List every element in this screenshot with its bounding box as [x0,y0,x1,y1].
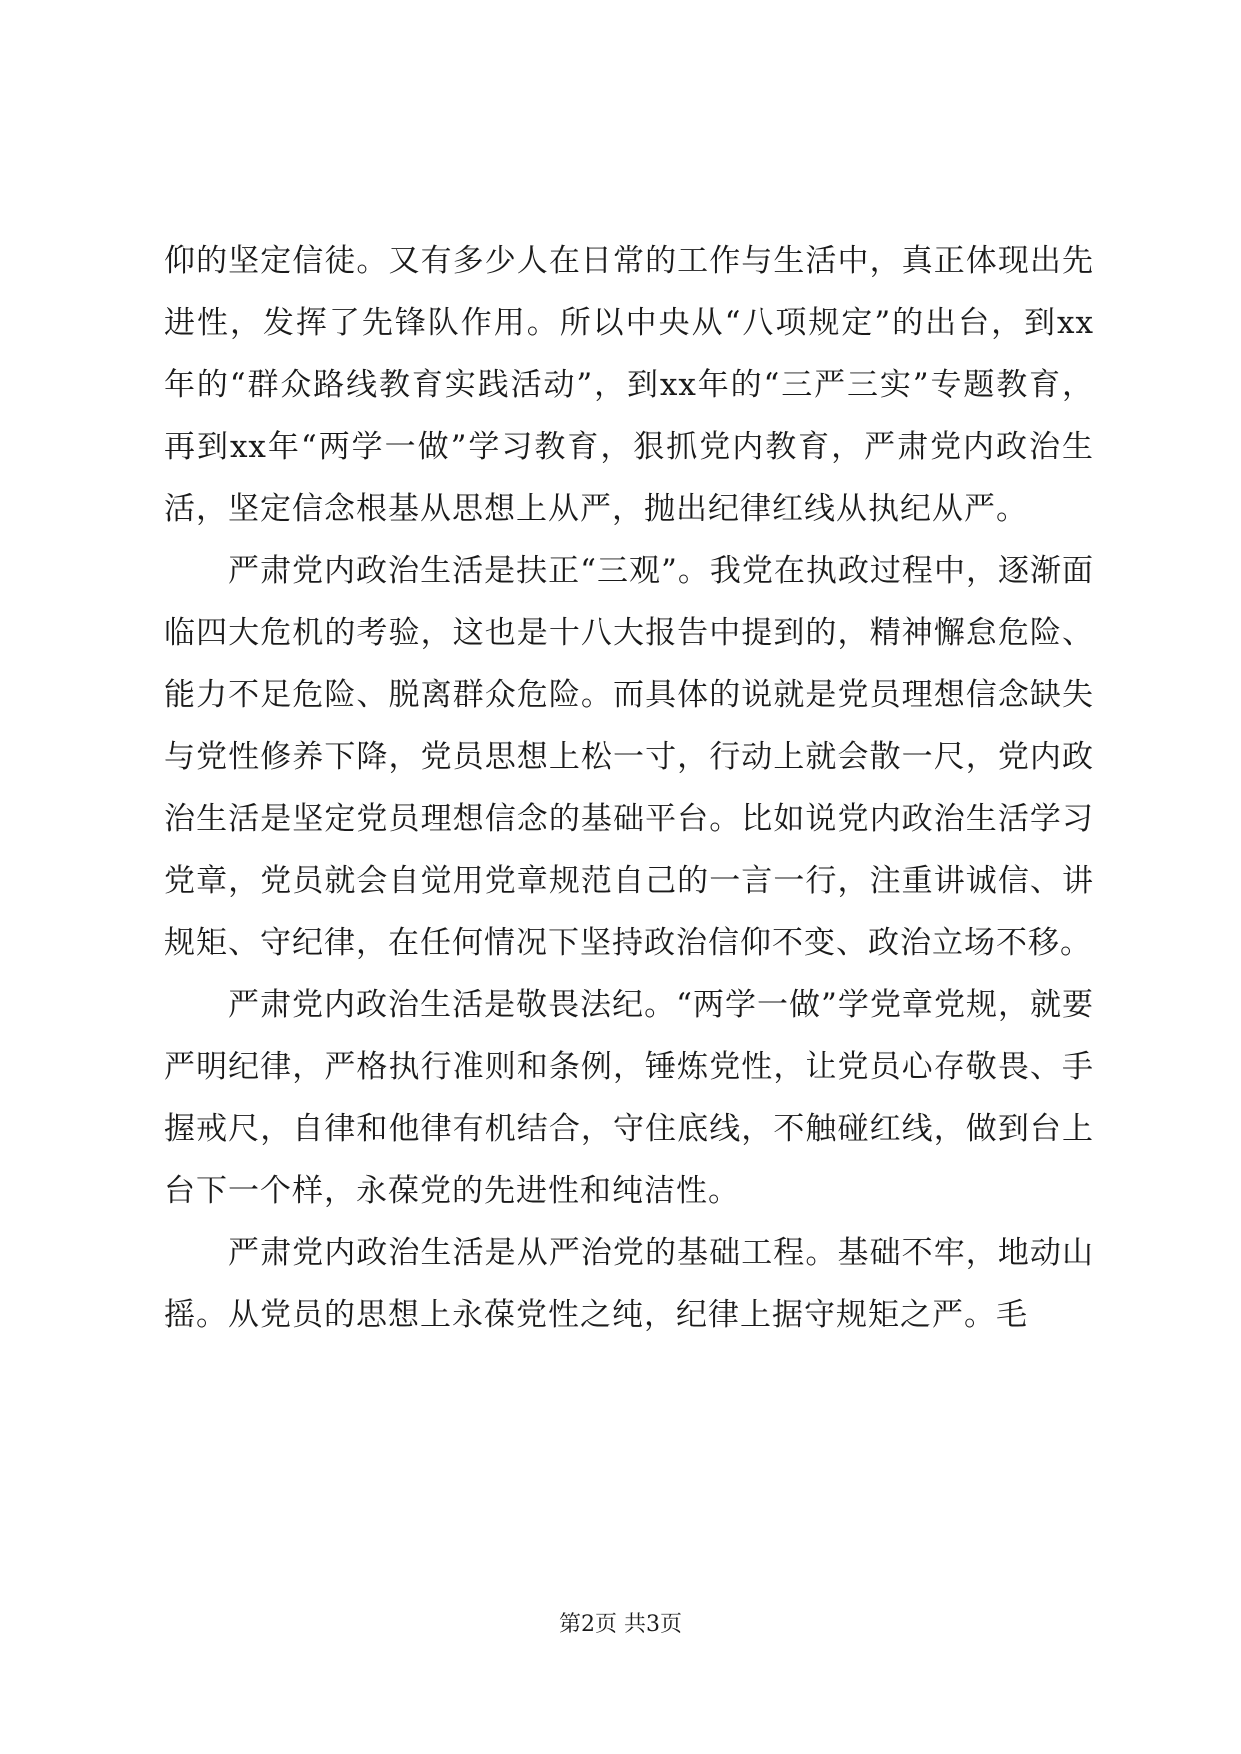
paragraph-3: 严肃党内政治生活是敬畏法纪。“两学一做”学党章党规，就要严明纪律，严格执行准则和条例，锤炼党性，让党员心存敬畏、手握戒尺，自律和他律有机结合，守住底线，不触碰红线，做到台上台下一个样，永葆党的先进性和纯洁性。 [164,987,1094,1209]
paragraph-4: 严肃党内政治生活是从严治党的基础工程。基础不牢，地动山摇。从党员的思想上永葆党性之纯，纪律上据守规矩之严。毛 [164,1235,1094,1333]
paragraph-2: 严肃党内政治生活是扶正“三观”。我党在执政过程中，逐渐面临四大危机的考验，这也是十八大报告中提到的，精神懈怠危险、能力不足危险、脱离群众危险。而具体的说就是党员理想信念缺失与党性修养下降，党员思想上松一寸，行动上就会散一尺，党内政治生活是坚定党员理想信念的基础平台。比如说党内政治生活学习党章，党员就会自觉用党章规范自己的一言一行，注重讲诚信、讲规矩、守纪律，在任何情况下坚持政治信仰不变、政治立场不移。 [164,553,1094,961]
document-body [164,230,1094,1346]
paragraph-1: 仰的坚定信徒。又有多少人在日常的工作与生活中，真正体现出先进性，发挥了先锋队作用。所以中央从“八项规定”的出台，到xx年的“群众路线教育实践活动”，到xx年的“三严三实”专题教育，再到xx年“两学一做”学习教育，狠抓党内教育，严肃党内政治生活，坚定信念根基从思想上从严，抛出纪律红线从执纪从严。 [164,243,1094,527]
page-number-footer: 第2页 共3页 [559,1612,682,1637]
